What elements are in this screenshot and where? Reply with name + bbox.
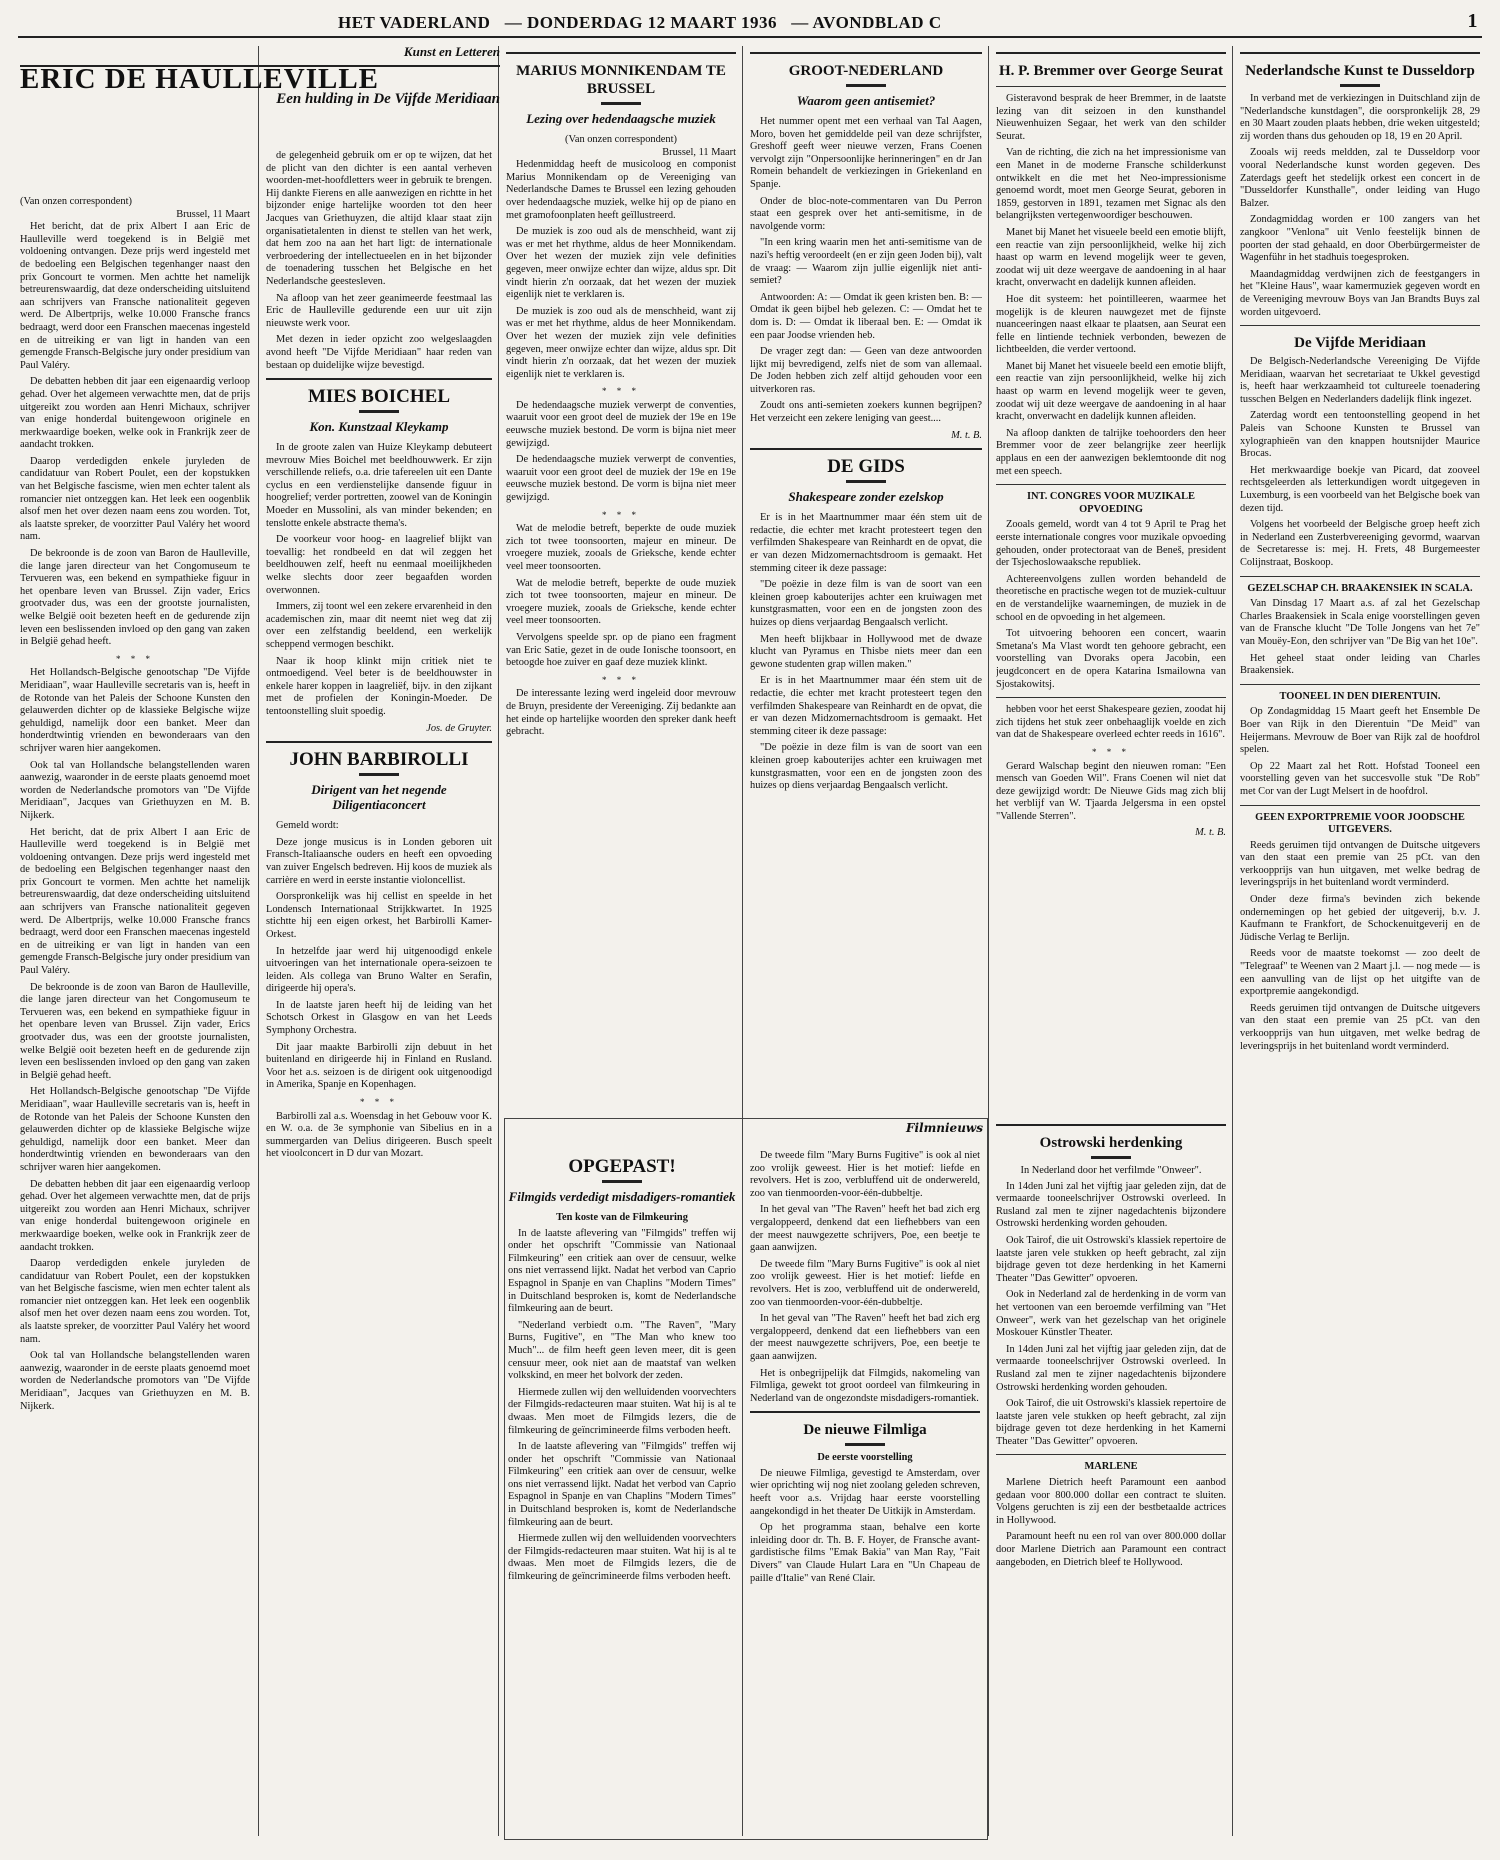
dateline: Brussel, 11 Maart <box>176 208 250 220</box>
subheadline-filmliga: De eerste voorstelling <box>817 1452 913 1464</box>
dateline: Brussel, 11 Maart <box>662 146 736 158</box>
paragraph: Zoudt ons anti-semieten zoekers kunnen begrijpen? Het verzeicht een zekere leniging van geest.... <box>750 400 982 425</box>
paragraph: Van Dinsdag 17 Maart a.s. af zal het Gezelschap Charles Braakensiek in Scala enige voorstellingen geven van de Fransche klucht "De Tolle Jongens van het 7e" van Mouëy-Eon, den schrijver van "De Big van het 10e". <box>1240 598 1480 647</box>
divider <box>996 86 1226 87</box>
paragraph: Hoe dit systeem: het pointilleeren, waarmee het mogelijk is de kleuren nauwgezet met de fijnste nuanceeringen naast elkaar te plaatsen, aan Seurat een felle en lintiende techniek verbonden, bewezen de lichtbeelden, die verder vertoond. <box>996 293 1226 356</box>
paragraph: In 14den Juni zal het vijftig jaar geleden zijn, dat de vermaarde tooneelschrijver Ostrowski overleed. In Rusland zal men te zijner nagedachtenis bijzondere Ostrowski herdenking worden gehouden. <box>996 1180 1226 1230</box>
paragraph: De muziek is zoo oud als de menschheid, want zij was er met het rhythme, aldus de heer Monnikendam. Over het wezen der muziek zijn vele definities gegeven, meer onwijze echter dan wijze, aldus spr. Dit vindt hierin z'n oorzaak, dat het wezen der muziek eigenlijk niet te verklaren is. <box>506 305 736 380</box>
headline-congres: INT. CONGRES VOOR MUZIKALE OPVOEDING <box>1027 491 1195 515</box>
byline: (Van onzen correspondent) <box>20 196 132 207</box>
headline-ostrowski: Ostrowski herdenking <box>1039 1135 1183 1151</box>
divider <box>1240 325 1480 326</box>
headline-exportpremie: GEEN EXPORTPREMIE VOOR JOODSCHE UITGEVERS. <box>1255 811 1465 836</box>
paragraph: Deze jonge musicus is in Londen geboren uit Fransch-Italiaansche ouders en heeft een opvoeding van zuiver Engelsch bedreven. Hij koos de muziek als carrière en werd in eerste instantie violoncellist. <box>266 836 492 886</box>
issue-date: DONDERDAG 12 MAART 1936 <box>526 13 777 32</box>
paragraph: Gerard Walschap begint den nieuwen roman: "Een mensch van Goeden Wil". Frans Coenen wil niet dat deze gewijzigd wordt: De Nieuwe Gids mag zich blij het verblijf van W. Tjaarda Jelgersma in een opstel "Vallende Sterren". <box>996 760 1226 822</box>
paragraph: Dit jaar maakte Barbirolli zijn debuut in het buitenland en dirigeerde hij in Finland en Rusland. Voor het a.s. seizoen is de dirigent ook uitgenoodigd in Amerika, Spanje en Kopenhagen. <box>266 1041 492 1091</box>
paragraph: Het Hollandsch-Belgische genootschap "De Vijfde Meridiaan", waar Haulleville secretaris van is, heeft in de Rotonde van het Paleis der Schoone Kunsten den gelauwerden dichter op de klassieke Belgische wijze gehuldigd, namelijk door een banket. Meer dan honderdtwintig vrienden en bewonderaars van den schrijver waren hier aangekomen. <box>20 1086 250 1173</box>
divider <box>506 52 736 54</box>
signature: M. t. B. <box>951 429 982 441</box>
ornament <box>1091 1156 1131 1159</box>
paragraph: De nieuwe Filmliga, gevestigd te Amsterdam, over wier oprichting wij nog niet zoolang geleden schreven, heeft voor a.s. Vrijdag haar eerste voorstelling aangekondigd in het theater De Uitkijk in Amsterdam. <box>750 1467 980 1517</box>
paragraph: Reeds geruimen tijd ontvangen de Duitsche uitgevers van den staat een premie van 25 pCt. van den verkoopprijs van hun uitgaven, met welke bedrag de leveringsprijs in het buitenland wordt verminderd. <box>1240 1002 1480 1052</box>
subheadline-filmgids: Filmgids verdedigt misdadigers-romantiek <box>508 1189 736 1204</box>
paragraph: De tweede film "Mary Burns Fugitive" is ook al niet zoo vrolijk geweest. Hier is het motief: liefde en revolvers. Het is zoo, verbluffend uit de onderwereld, zoo van tienmoorden-voor-één-dubbeltje. <box>750 1258 980 1308</box>
ornament <box>1340 84 1380 87</box>
divider <box>750 1411 980 1413</box>
paragraph: Van de richting, die zich na het impressionisme van een Manet in de moderne Fransche schilderkunst ontwikkelt en die met het Neo-impressionisme genoemd wordt, moet men George Seurat, geboren in 1859, gestorven in 1891, tezamen met Signac als den belangrijksten vertegenwoordiger beschouwen. <box>996 147 1226 222</box>
paragraph: Het Hollandsch-Belgische genootschap "De Vijfde Meridiaan", waar Haulleville secretaris van is, heeft in de Rotonde van het Paleis der Schoone Kunsten den gelauwerden dichter op de klassieke Belgische wijze gehuldigd, namelijk door een banket. Meer dan honderdtwintig vrienden en bewonderaars van den schrijver waren hier aangekomen. <box>20 667 250 754</box>
paragraph: Het nummer opent met een verhaal van Tal Aagen, Moro, boven het gemiddelde peil van deze schrijfster, Greshoff geeft weer nieuwe verzen, Frans Coenen vervolgt zijn "Onpersoonlijke herinneringen" en dr Jan Romein behandelt de verkiezingen in Griekenland en Spanje. <box>750 116 982 190</box>
paragraph: In de groote zalen van Huize Kleykamp debuteert mevrouw Mies Boichel met beeldhouwwerk. Er zijn verschillende reliefs, o.a. drie tafereelen uit een Dante cyclus en een verdienstelijke dansende figuur in hoogrelief; verder portretten, zoowel van de Koningin Moeder en Mussolini, als van minder bekenden; en tenslotte enkele abstracte thema's. <box>266 442 492 529</box>
paragraph: Wat de melodie betreft, beperkte de oude muziek zich tot twee toonsoorten, majeur en mineur. De vroegere muziek, zooals de Grieksche, kende echter veel meer toonsoorten. <box>506 523 736 572</box>
paragraph: Tot uitvoering behooren een concert, waarin Smetana's Ma Vlast wordt ten gehoore gebracht, een voorstelling van Dvoraks opera Jacobin, een jeugdconcert en de opera Katarina Ismailowna van Sjostakowitsj. <box>996 628 1226 690</box>
ornament <box>601 102 641 105</box>
paragraph: Vervolgens speelde spr. op de piano een fragment van Eric Satie, gezet in de oude Ionische toonsoort, en betoogde hoe zuiver en gaaf deze muziek klinkt. <box>506 631 736 669</box>
paragraph: Paramount heeft nu een rol van over 800.000 dollar door Marlene Dietrich aan Paramount een contract aangeboden, en Dietrich bleef te Hollywood. <box>996 1531 1226 1568</box>
subheadline-kleykamp: Kon. Kunstzaal Kleykamp <box>309 419 449 435</box>
paragraph: Zondagmiddag worden er 100 zangers van het zangkoor "Venlona" uit Venlo feestelijk binnen de poorten der stad gehaald, en door Oberbürgermeister de Wagenführ in het stadhuis toegesproken. <box>1240 214 1480 264</box>
headline-opgepast: OPGEPAST! <box>568 1156 676 1177</box>
edition: AVONDBLAD C <box>812 13 942 32</box>
paragraph: Gemeld wordt: <box>276 820 339 832</box>
paragraph: De bekroonde is de zoon van Baron de Haulleville, die lange jaren directeur van het Congomuseum te Tervueren was, een bekend en sympathieke figuur in het openbare leven van Brussel. Zijn vader, Erics grootvader dus, was een der grootste journalisten, welke België ooit bezeten heeft en de gedurende zijn leven een beslissenden invloed op den gang van zaken in België gehad heeft. <box>20 981 250 1081</box>
paragraph: De debatten hebben dit jaar een eigenaardig verloop gehad. Over het algemeen verwachtte men, dat de prijs uitgereikt zou worden aan Henri Michaux, schrijver van enige honderdal buitengewoon originele en merkwaardige boeken, welke ook in Frankrijk zeer de aandacht trokken. <box>20 1178 250 1253</box>
paragraph: Manet bij Manet het visueele beeld een emotie blijft, een reactie van zijn persoonlijkheid, welke hij zich haast op warm en levend mogelijk weer te geven, zoodat wij uit deze weergave de aandoening in al haar kracht, onverwacht en dadelijk kunnen afleiden. <box>996 360 1226 423</box>
paragraph: Zooals gemeld, wordt van 4 tot 9 April te Prag het eerste internationale congres voor muzikale opvoeding gehouden, onder protectoraat van de Beneš, president der Tsjechoslowaaksche republiek. <box>996 519 1226 569</box>
paragraph: "De poëzie in deze film is van de soort van een kleinen groep kabouterijes achter een kruiwagen met kunstgrasmatten, voor een en de jongsten zoon des huizes op diens verjaardag Bengaalsch verlicht. <box>750 742 982 792</box>
paragraph: In 14den Juni zal het vijftig jaar geleden zijn, dat de vermaarde tooneelschrijver Ostrowski overleed. In Rusland zal men te zijner nagedachtenis bijzondere Ostrowski herdenking worden gehouden. <box>996 1343 1226 1393</box>
headline-groot-nederland: GROOT-NEDERLAND <box>788 63 944 79</box>
paragraph: In het geval van "The Raven" heeft het bad zich erg vergaloppeerd, denkend dat een liefhebbers van een der meest nauwgezette schrijvers, Poe, een beetje te gaan aanwijzen. <box>750 1313 980 1362</box>
paragraph: Volgens het voorbeeld der Belgische groep heeft zich in Nederland een Zusterbvereeniging gevormd, waarvan de Secretaresse is: mej. H. Frets, 48 Burgemeester Colijnstraat, Boskoop. <box>1240 519 1480 568</box>
paragraph: In de laatste aflevering van "Filmgids" treffen wij onder het opschrift "Commissie van Nationaal Filmkeuring" een critiek aan over de censuur, welke ons niet verrassend lijkt. Nadat het verbod van Caprio Espagnol in Spanje en van Chaplins "Modern Times" in Duitschland besproken is, komt de Nederlandsche filmkeuring aan de beurt. <box>508 1227 736 1315</box>
subheadline-ostrowski: In Nederland door het verfilmde "Onweer". <box>1020 1165 1202 1176</box>
article-filmgids-cont <box>750 1150 980 1834</box>
paragraph: Wat de melodie betreft, beperkte de oude muziek zich tot twee toonsoorten, majeur en mineur. De vroegere muziek, zooals de Grieksche, kende echter veel meer toonsoorten. <box>506 577 736 627</box>
paragraph: In de laatste aflevering van "Filmgids" treffen wij onder het opschrift "Commissie van Nationaal Filmkeuring" een critiek aan over de censuur, welke ons niet verrassend lijkt. Nadat het verbod van Caprio Espagnol in Spanje en van Chaplins "Modern Times" in Duitschland besproken is, komt de Nederlandsche filmkeuring aan de beurt. <box>508 1441 736 1528</box>
separator-stars: * * * <box>116 653 154 664</box>
paragraph: Hiermede zullen wij den welluidenden voorvechters der Filmgids-redacteuren maar stuiten. Wat hij is al te dwaas. Men moet de Filmgids lezers, die de filmkeuring de geïncrimineerde films verboden heeft. <box>508 1533 736 1583</box>
headline-marlene: MARLENE <box>1084 1461 1138 1473</box>
paragraph: Daarop verdedigden enkele juryleden de candidatuur van Robert Poulet, een der kopstukken van het Belgische fascisme, wien men echter talent als romancier niet ontzeggen kan. Het leek een oogenblik alsof men het over dezen naam eens zou worden. Tot, als laatste spreker, de voorzitter Paul Valéry het woord nam. <box>20 1258 250 1345</box>
divider <box>996 52 1226 54</box>
paragraph: Reeds voor de maatste toekomst — zoo deelt de "Telegraaf" te Weenen van 2 Maart j.l. — nog mede — is een aanvulling van de lijst op het uitgifte van de exportpremie aangekondigd. <box>1240 948 1480 998</box>
paragraph: de gelegenheid gebruik om er op te wijzen, dat het de plicht van den dichter is een aantal verheven woorden-met-hoofdletters weer in gebruik te brengen. Hij dankte Fierens en alle aanwezigen en richtte in het bijzonder enige hartelijke woorden tot den heer Jacques van Griethuyzen, die altijd klaar staat zijn organisatietalenten in dienst te stellen van het werk, dat hem zoo na aan het hart ligt: de internationale verbroedering der intellectueelen en in het bijzonder de toenadering tusschen het Belgische en het Nederlandsche geestesleven. <box>266 150 492 287</box>
paragraph: Er is in het Maartnummer maar één stem uit de redactie, die echter met kracht protesteert tegen den verfilmden Shakespeare van Reinhardt en de opvat, die er van dezen Midzomernachtsdroom is gemaakt. Het stemming citeer ik deze passage: <box>750 512 982 574</box>
column-2 <box>266 150 492 1840</box>
paragraph: De vrager zegt dan: — Geen van deze antwoorden lijkt mij bevredigend, zelfs niet de som van allemaal. De Joden hebben zich zelf altijd gehouden voor een uitverkoren ras. <box>750 346 982 395</box>
paragraph: Men heeft blijkbaar in Hollywood met de dwaze klucht van Pyramus en Thisbe niets meer dan een gewone studenten grap willen maken." <box>750 633 982 670</box>
paragraph: Het bericht, dat de prix Albert I aan Eric de Haulleville werd toegekend is in België met voldoening ontvangen. Deze prijs werd ingesteld met de bedoeling een Belgischen tegenhanger naast den prix Goncourt te vormen. Men achtte het namelijk betreurenswaardig, dat deze onderscheiding uitsluitend aan schrijvers van Fransche nationaliteit gegeven werd. De Albertprijs, welke 10.000 Fransche francs bedraagt, werd door een Franschen maecenas ingesteld en de uitreiking er van ligt in handen van een gemengde Fransch-Belgische jury onder presidium van Paul Valéry. <box>20 826 250 977</box>
ornament <box>359 773 399 776</box>
masthead: HET VADERLAND — DONDERDAG 12 MAART 1936 — AVONDBLAD C 1 <box>18 10 1482 38</box>
column-rule <box>988 46 989 1836</box>
divider <box>996 484 1226 485</box>
paragraph: Hedenmiddag heeft de musicoloog en componist Marius Monnikendam op de Vereeniging van Nederlandsche Dames te Brussel een lezing gehouden over hedendaagsche muziek, welke hij op de piano en met gramofoonplaten heeft geïllustreerd. <box>506 159 736 221</box>
column-6 <box>1240 46 1480 1836</box>
paragraph: Oorspronkelijk was hij cellist en speelde in het Londensch Internationaal Strijkkwartet. In 1925 stichtte hij een eigen orkest, het Barbirolli Kamer-Orkest. <box>266 891 492 940</box>
paragraph: Op Zondagmiddag 15 Maart geeft het Ensemble De Boer van Rijk in den Dierentuin "De Meid" van Heijermans. Mevrouw de Boer van Rijk zal de hoofdrol spelen. <box>1240 706 1480 756</box>
paragraph: "Nederland verbiedt o.m. "The Raven", "Mary Burns, Fugitive", en "The Man who knew too Much"... de film heeft geen leven meer, dit is geen censuur meer, ook niet aan de maatstaf van welken volkskind, en meer het bolvork der zeden. <box>508 1319 736 1382</box>
paragraph: De voorkeur voor hoog- en laagrelief blijkt van toevallig: het rondbeeld en dat wil zeggen het beeldhouwen zelf, heeft nu eenmaal moeilijkheden welke slechts door zeer begaafden worden overwonnen. <box>266 534 492 596</box>
paragraph: Daarop verdedigden enkele juryleden de candidatuur van Robert Poulet, een der kopstukken van het Belgische fascisme, wien men echter talent als romancier niet ontzeggen kan. Het leek een oogenblik alsof men het over dezen naam eens zou worden. Tot, als laatste spreker, de voorzitter Paul Valéry het woord nam. <box>20 455 250 543</box>
paragraph: De Belgisch-Nederlandsche Vereeniging De Vijfde Meridiaan, waarvan het secretariaat te Ukkel gevestigd is, heeft haar werkzaamheid tot cultureele toenadering tusschen Belgen en Nederlanders dadelijk flink ingezet. <box>1240 356 1480 405</box>
paragraph: De bekroonde is de zoon van Baron de Haulleville, die lange jaren directeur van het Congomuseum te Tervueren was, een bekend en sympathieke figuur in het openbare leven van Brussel. Zijn vader, Erics grootvader dus, was een der grootste journalisten, welke België ooit bezeten heeft en de gedurende zijn leven een beslissenden invloed op den gang van zaken in België gehad heeft. <box>20 548 250 648</box>
divider <box>996 1454 1226 1455</box>
paragraph: De hedendaagsche muziek verwerpt de conventies, waaruit voor een groot deel de muziek der 19e en 19e eeuwsche muziek bestond. De vorm is bijna niet meer gewijzigd. <box>506 454 736 504</box>
paragraph: Ook Tairof, die uit Ostrowski's klassiek repertoire de laatste jaren vele stukken op heeft gebracht, zal zijn bijdrage geven tot deze herdenking in het Kamerni Theater "Das Gewitter" opvoeren. <box>996 1234 1226 1284</box>
divider <box>1240 52 1480 54</box>
headline-vijfde-meridiaan: De Vijfde Meridiaan <box>1294 335 1426 352</box>
headline-braakensiek: GEZELSCHAP CH. BRAAKENSIEK IN SCALA. <box>1247 582 1473 594</box>
section-label-filmnieuws: Filmnieuws <box>905 1121 983 1135</box>
ornament <box>602 1180 642 1183</box>
page-number: 1 <box>1467 10 1478 32</box>
divider <box>1240 805 1480 806</box>
paragraph: Ook tal van Hollandsche belangstellenden waren aanwezig, waaronder in de eerste plaats genoemd moet worden de Nederlandsche promotors van "De Vijfde Meridiaan", Jacques van Griethuyzen en M. B. Nijkerk. <box>20 759 250 821</box>
paragraph: Achtereenvolgens zullen worden behandeld de theoretische en practische wegen tot de muziek-cultuur en de verstandelijke waarnemingen, de muziek in de school en de opvoeding in het algemeen. <box>996 573 1226 623</box>
separator-stars: * * * <box>360 1097 398 1108</box>
divider <box>1240 684 1480 685</box>
paragraph: Onder deze firma's bevinden zich bekende ondernemingen op het gebied der uitgeverij, b.v. J. Kaufmann te Frankfort, de Schockenuitgeverij en de Jüdische Verlag te Berlijn. <box>1240 894 1480 943</box>
signature: Jos. de Gruyter. <box>426 722 492 734</box>
paragraph: In de laatste jaren heeft hij de leiding van het Schotsch Orkest in Glasgow en van het Leeds Symphony Orchestra. <box>266 999 492 1037</box>
paragraph: Barbirolli zal a.s. Woensdag in het Gebouw voor K. en W. o.a. de 3e symphonie van Sibelius en in a summergarden van Delius dirigeeren. Busch speelt het vioolconcert in D dur van Mozart. <box>266 1110 492 1160</box>
paragraph: Na afloop dankten de talrijke toehoorders den heer Bremmer voor de zeer belangrijke zeer heerlijk applaus en een der aanwezigen beklemtoonde dit nog met een speech. <box>996 427 1226 477</box>
headline-filmliga: De nieuwe Filmliga <box>803 1422 927 1439</box>
paragraph: Na afloop van het zeer geanimeerde feestmaal las Eric de Haulleville gedurende een uur uit zijn nieuwste werk voor. <box>266 292 492 329</box>
subheadline-haulleville: Een hulding in De Vijfde Meridiaan <box>276 91 500 108</box>
divider <box>266 378 492 380</box>
paragraph: Gisteravond besprak de heer Bremmer, in de laatste lezing van dit seizoen in den kunsthandel Nieuwenhuizen Segaar, het werk van den schilder Seurat. <box>996 93 1226 142</box>
paragraph: Reeds geruimen tijd ontvangen de Duitsche uitgevers van den staat een premie van 25 pCt. van den verkoopprijs van hun uitgaven, met welke bedrag de leveringsprijs in het buitenland wordt verminderd. <box>1240 839 1480 889</box>
subheadline-antisemiet: Waarom geen antisemiet? <box>796 93 936 108</box>
column-rule <box>1232 46 1233 1836</box>
paragraph: In hetzelfde jaar werd hij uitgenoodigd enkele uitvoeringen van het internationale opera-seizoen te leiden. Als collega van Bruno Walter en Serafin, dirigeerde hij opera's. <box>266 945 492 995</box>
ornament <box>845 1443 885 1446</box>
divider <box>750 52 982 54</box>
paragraph: Het bericht, dat de prix Albert I aan Eric de Haulleville werd toegekend is in België met voldoening ontvangen. Deze prijs werd ingesteld met de bedoeling een Belgischen tegenhanger naast den prix Goncourt te vormen. Men achtte het namelijk betreurenswaardig, dat deze onderscheiding uitsluitend aan schrijvers van Fransche nationaliteit gegeven werd. De Albertprijs, welke 10.000 Fransche francs bedraagt, werd door een Franschen maecenas ingesteld en de uitreiking er van ligt in handen van een gemengde Fransch-Belgische jury onder presidium van Paul Valéry. <box>20 221 250 371</box>
paragraph: "De poëzie in deze film is van de soort van een kleinen groep kabouterijes achter een kruiwagen met kunstgrasmatten, voor een en de jongsten zoon des huizes op diens verjaardag Bengaalsch verlicht. <box>750 579 982 628</box>
paragraph: De hedendaagsche muziek verwerpt de conventies, waaruit voor een groot deel de muziek der 19e en 19e eeuwsche muziek bestond. De vorm is bijna niet meer gewijzigd. <box>506 399 736 449</box>
paragraph: Manet bij Manet het visueele beeld een emotie blijft, een reactie van zijn persoonlijkheid, welke hij zich haast op warm en levend mogelijk weer te geven, zoodat wij uit deze weergave de aandoening in al haar kracht, onverwacht en dadelijk kunnen afleiden. <box>996 226 1226 289</box>
paragraph: De interessante lezing werd ingeleid door mevrouw de Bruyn, presidente der Vereeniging. Zij bedankte aan het einde op hartelijke woorden den spreker dank heeft gebracht. <box>506 688 736 738</box>
separator-stars: * * * <box>602 386 640 397</box>
paragraph: Hiermede zullen wij den welluidenden voorvechters der Filmgids-redacteuren maar stuiten. Wat hij is al te dwaas. Men moet de Filmgids lezers, die de filmkeuring de geïncrimineerde films verboden heeft. <box>508 1386 736 1436</box>
paragraph: In verband met de verkiezingen in Duitschland zijn de "Nederlandsche kunstdagen", die oorspronkelijk 28, 29 en 30 Maart zouden plaats hebben, drie weken uitgesteld; zij worden thans dus gehouden op 18, 19 en 20 April. <box>1240 93 1480 142</box>
headline-bremmer: H. P. Bremmer over George Seurat <box>999 63 1223 79</box>
paragraph: hebben voor het eerst Shakespeare gezien, zoodat hij zich tijdens het stuk zeer onbehaaglijk voelde en zich van dat de Shakespeare overleed echter reeds in 1616". <box>996 704 1226 741</box>
separator-stars: * * * <box>602 509 640 520</box>
paragraph: De tweede film "Mary Burns Fugitive" is ook al niet zoo vrolijk geweest. Hier is het motief: liefde en revolvers. Het is zoo, verbluffend uit de onderwereld, zoo van tienmoorden-voor-één-dubbeltje. <box>750 1150 980 1199</box>
signature: M. t. B. <box>1195 827 1226 839</box>
headline-haulleville: ERIC DE HAULLEVILLE <box>20 62 380 95</box>
divider <box>996 1124 1226 1126</box>
byline: (Van onzen correspondent) <box>565 134 677 145</box>
paper-name: HET VADERLAND <box>338 13 491 32</box>
article-opgepast <box>508 1150 736 1834</box>
section-label: Kunst en Letteren <box>403 46 500 59</box>
article-bremmer <box>996 46 1226 1110</box>
divider <box>750 448 982 450</box>
paragraph: Zaterdag wordt een tentoonstelling geopend in het Paleis van Schoone Kunsten te Brussel van xylographieën van den knappen houtsnijder Maurice Brocas. <box>1240 410 1480 460</box>
paragraph: Ook tal van Hollandsche belangstellenden waren aanwezig, waaronder in de eerste plaats genoemd moet worden de Nederlandsche promotors van "De Vijfde Meridiaan", Jacques van Griethuyzen en M. B. Nijkerk. <box>20 1350 250 1412</box>
paragraph: Er is in het Maartnummer maar één stem uit de redactie, die echter met kracht protesteert tegen den verfilmden Shakespeare van Reinhardt en de opvat, die er van dezen Midzomernachtsdroom is gemaakt. Het stemming citeer ik deze passage: <box>750 675 982 737</box>
ornament <box>359 410 399 413</box>
paragraph: Marlene Dietrich heeft Paramount een aanbod gedaan voor 800.000 dollar een contract te sluiten. Volgens geruchten is zij een der bestbetaalde actrices in Hollywood. <box>996 1477 1226 1526</box>
article-haulleville-body <box>20 196 250 1836</box>
divider <box>266 741 492 743</box>
paragraph: Naar ik hoop klinkt mijn critiek niet te ontmoedigend. Veel beter is de beeldhouwster in enkele harer koppen in laagreliëf, bijv. in den zijkant met de profielen der Koningin-Moeder. De tentoonstelling sluit spoedig. <box>266 655 492 717</box>
ornament <box>846 480 886 483</box>
article-groot-nederland <box>750 46 982 1110</box>
subheadline-shakespeare: Shakespeare zonder ezelskop <box>788 489 944 505</box>
column-rule <box>498 46 499 1836</box>
separator-stars: * * * <box>602 674 640 685</box>
article-ostrowski <box>996 1118 1226 1834</box>
headline-dusseldorp: Nederlandsche Kunst te Dusseldorp <box>1245 63 1475 79</box>
paragraph: Ook Tairof, die uit Ostrowski's klassiek repertoire de laatste jaren vele stukken op heeft gebracht, zal zijn bijdrage geven tot deze herdenking in het Kamerni Theater "Das Gewitter" opvoeren. <box>996 1398 1226 1447</box>
paragraph: De debatten hebben dit jaar een eigenaardig verloop gehad. Over het algemeen verwachtte men, dat de prijs uitgereikt zou worden aan Henri Michaux, schrijver van enige honderdal buitengewoon originele en merkwaardige boeken, welke ook in Frankrijk zeer de aandacht trokken. <box>20 376 250 451</box>
subheadline-barbirolli: Dirigent van het negende Diligentiaconcert <box>311 782 447 813</box>
paragraph: Het geheel staat onder leiding van Charles Braakensiek. <box>1240 652 1480 677</box>
paragraph: Met dezen in ieder opzicht zoo welgeslaagden avond heeft "De Vijfde Meridiaan" haar reden van bestaan op duidelijke wijze bevestigd. <box>266 334 492 371</box>
headline-tooneel: TOONEEL IN DEN DIERENTUIN. <box>1279 690 1441 702</box>
subheadline-monnikendam: Lezing over hedendaagsche muziek <box>526 111 716 126</box>
paragraph: Antwoorden: A: — Omdat ik geen kristen ben. B: — Omdat ik geen bijbel heb gelezen. C: — Omdat het te dom is. D: — Omdat ik liberaal ben. E: — Omdat ik een paar Joodse vrienden heb. <box>750 291 982 341</box>
headline-mies-boichel: MIES BOICHEL <box>307 386 450 408</box>
paragraph: Het merkwaardige boekje van Picard, dat zooveel rechtsgeleerden als letterkundigen wordt uitgegeven in Luxemburg, is een voorbeeld van het Belgische boek van dezen tijd. <box>1240 464 1480 514</box>
paragraph: Op 22 Maart zal het Rott. Hofstad Tooneel een voorstelling geven van het succesvolle stuk "De Rob" met Cor van der Lugt Melsert in de hoofdrol. <box>1240 760 1480 797</box>
paragraph: Maandagmiddag verdwijnen zich de feestgangers in het "Kleine Haus", waar kamermuziek gegeven wordt en de Vereeniging mevrouw Boys van Jan Brandts Buys zal worden uitgevoerd. <box>1240 268 1480 318</box>
paragraph: "In een kring waarin men het anti-semitisme van de nazi's heftig veroordeelt (en er zijn geen Joden bij), valt de vraag: — Waarom zijn jullie eigenlijk niet anti-semiet? <box>750 237 982 287</box>
paragraph: Onder de bloc-note-commentaren van Du Perron staat een gesprek over het anti-semitisme, in de navolgende vorm: <box>750 195 982 232</box>
article-monnikendam <box>506 46 736 1110</box>
paragraph: In het geval van "The Raven" heeft het bad zich erg vergaloppeerd, denkend dat een liefhebbers van een der meest nauwgezette schrijvers, Poe, een beetje te gaan aanwijzen. <box>750 1204 980 1254</box>
paragraph: De muziek is zoo oud als de menschheid, want zij was er met het rhythme, aldus de heer Monnikendam. Over het wezen der muziek zijn vele definities gegeven, meer onwijze echter dan wijze, aldus spr. Dit vindt hierin z'n oorzaak, dat het wezen der muziek eigenlijk niet te verklaren is. <box>506 226 736 301</box>
paragraph: Ook in Nederland zal de herdenking in de vorm van het vertoonen van een beroemde verfilming van "Het Onweer", werk van het gezelschap van het originele Moskouer Künstler Theater. <box>996 1289 1226 1339</box>
headline-barbirolli: JOHN BARBIROLLI <box>289 749 469 771</box>
divider <box>1240 576 1480 577</box>
paragraph: Immers, zij toont wel een zekere ervarenheid in den academischen zin, maar dit neemt niet weg dat zij over een zelfstandig beeldend, een werkelijk scheppend vermogen beschikt. <box>266 601 492 650</box>
paragraph: Op het programma staan, behalve een korte inleiding door dr. Th. B. F. Hoyer, de Fransche avant-gardistische films "Emak Bakia" van Man Ray, "Fait Divers" van Claude Hulart Lara en "Un Chapeau de paille d'Italie" van René Clair. <box>750 1522 980 1584</box>
divider <box>996 697 1226 698</box>
paragraph: Het is onbegrijpelijk dat Filmgids, nakomeling van Filmliga, gewekt tot groot oordeel van filmkeuring in Nederland van de ongezondste misdadigers-romantiek. <box>750 1367 980 1404</box>
headline-de-gids: DE GIDS <box>827 456 905 478</box>
separator-stars: * * * <box>1092 746 1130 757</box>
headline-monnikendam: MARIUS MONNIKENDAM TE BRUSSEL <box>516 63 726 97</box>
column-rule <box>258 46 259 1836</box>
paragraph: Zooals wij reeds meldden, zal te Dusseldorp voor vooral Nederlandsche kunst worden gegeven. Des Zaterdags geeft het stedelijk orkest een concert in de "Dusseldorfer Kunsthalle", onder leiding van Hugo Balzer. <box>1240 147 1480 209</box>
headline-filmkeuring: Ten koste van de Filmkeuring <box>556 1212 688 1223</box>
ornament <box>846 84 886 87</box>
